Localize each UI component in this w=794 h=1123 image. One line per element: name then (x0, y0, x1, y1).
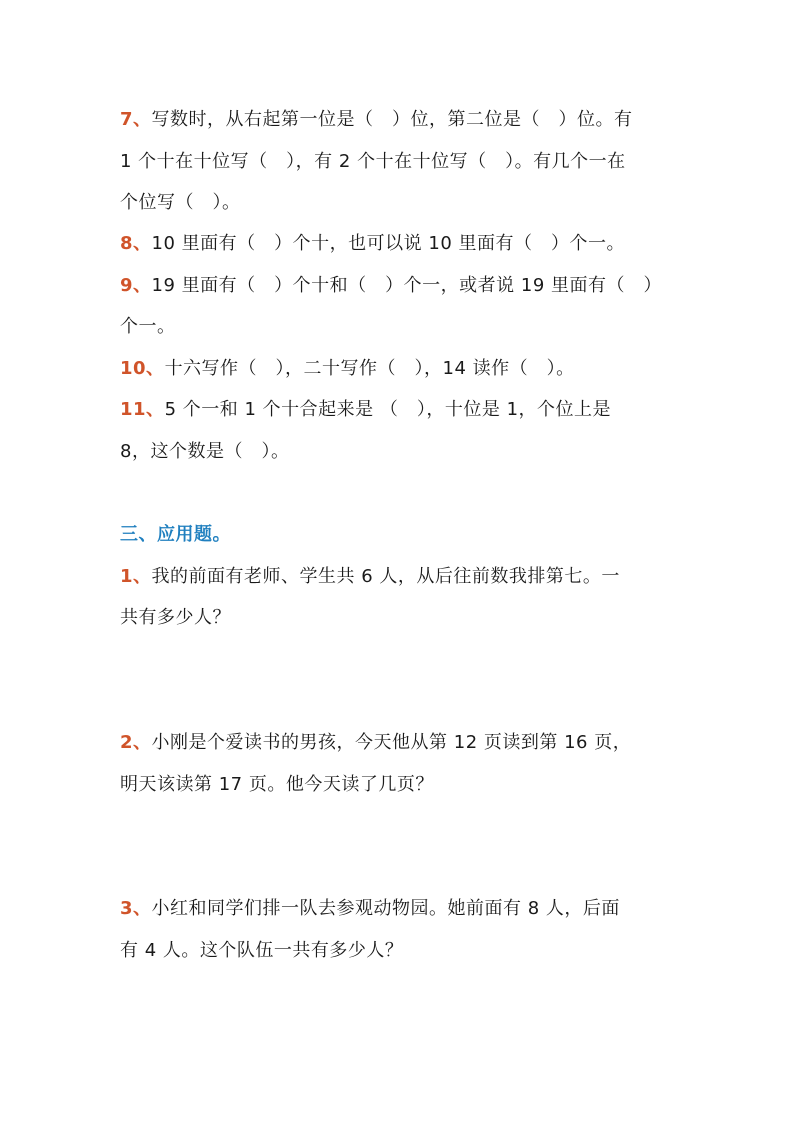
problem-2-line-1 (120, 731, 631, 755)
question-9-number: 9、 (120, 275, 152, 296)
question-7-line-3: 个位写（ ）。 (120, 192, 241, 213)
problem-3-line-2: 有 4 人。这个队伍一共有多少人？ (120, 940, 404, 961)
question-11-line-1 (120, 398, 611, 422)
question-8-text-1: 10 里面有（ ）个十，也可以说 10 里面有（ ）个一。 (151, 233, 626, 254)
question-11-number: 11、 (120, 399, 165, 420)
question-7-number: 7、 (120, 109, 152, 130)
section-3-title: 三、应用题。 (120, 524, 231, 545)
question-9-text-1: 19 里面有（ ）个十和（ ）个一，或者说 19 里面有（ ） (151, 275, 663, 296)
question-9-line-2: 个一。 (120, 316, 176, 337)
question-7-line-2: 1 个十在十位写（ ），有 2 个十在十位写（ ）。有几个一在 (120, 151, 626, 172)
question-8-number: 8、 (120, 233, 152, 254)
problem-3-text-1: 小红和同学们排一队去参观动物园。她前面有 8 人，后面 (151, 898, 620, 919)
problem-2-line-2: 明天该读第 17 页。他今天读了几页？ (120, 774, 434, 795)
question-7-text-1: 写数时，从右起第一位是（ ）位，第二位是（ ）位。有 (151, 109, 633, 130)
problem-1-number: 1、 (120, 566, 152, 587)
question-11-line-2: 8，这个数是（ ）。 (120, 441, 290, 462)
problem-3-number: 3、 (120, 898, 152, 919)
problem-2-number: 2、 (120, 732, 152, 753)
question-7-line-1 (120, 108, 633, 132)
problem-1-line-2: 共有多少人？ (120, 607, 231, 628)
problem-1-text-1: 我的前面有老师、学生共 6 人，从后往前数我排第七。一 (151, 566, 620, 587)
question-10-number: 10、 (120, 358, 165, 379)
question-9-line-1 (120, 274, 662, 298)
problem-1-line-1 (120, 565, 620, 589)
problem-2-text-1: 小刚是个爱读书的男孩，今天他从第 12 页读到第 16 页， (151, 732, 632, 753)
question-10-line-1 (120, 357, 575, 381)
problem-3-line-1 (120, 897, 620, 921)
question-10-text-1: 十六写作（ ），二十写作（ ），14 读作（ ）。 (164, 358, 575, 379)
question-11-text-1: 5 个一和 1 个十合起来是 （ ），十位是 1，个位上是 (164, 399, 612, 420)
question-8-line-1 (120, 232, 625, 256)
